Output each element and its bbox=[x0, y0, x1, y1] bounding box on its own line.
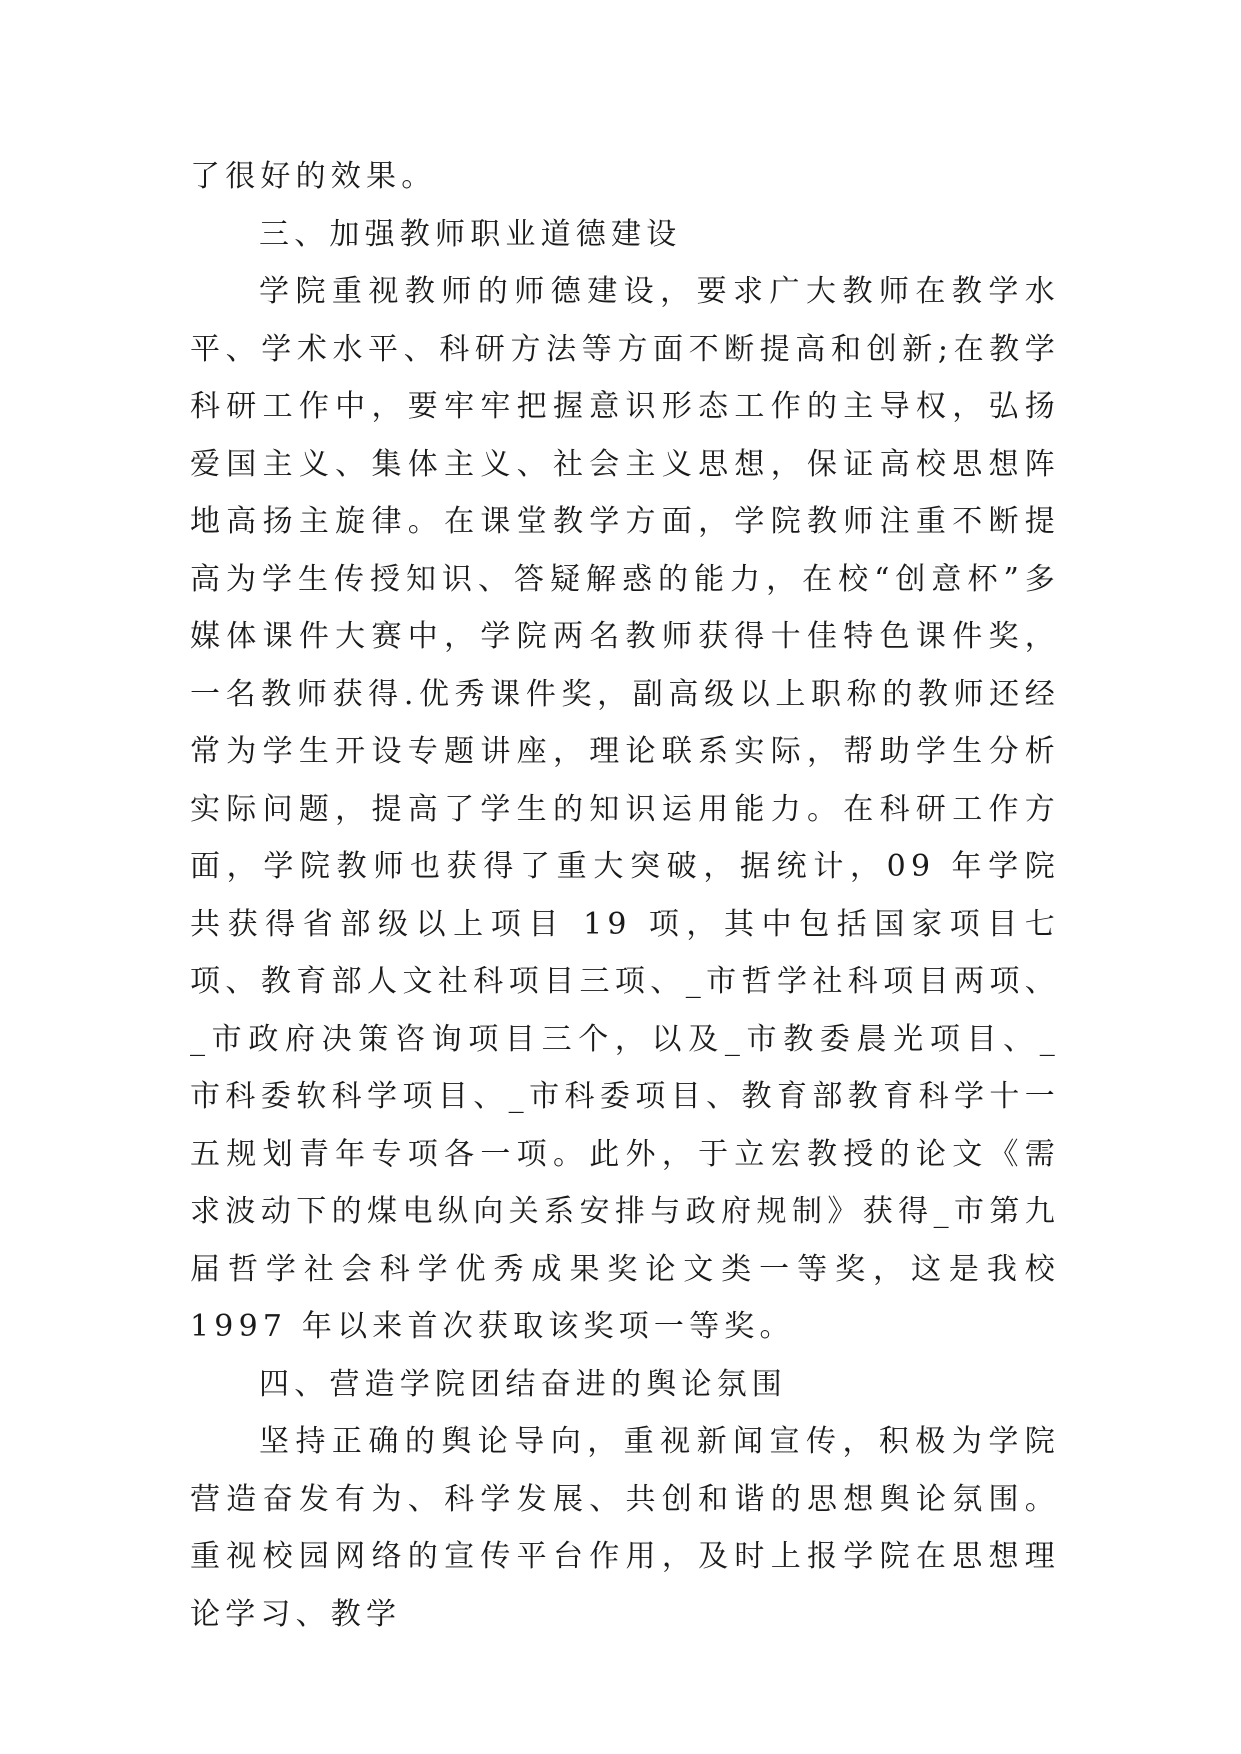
paragraph-public-opinion: 坚持正确的舆论导向，重视新闻宣传，积极为学院营造奋发有为、科学发展、共创和谐的思想舆论氛围。重视校园网络的宣传平台作用，及时上报学院在思想理论学习、教学 bbox=[190, 1424, 1060, 1632]
document-body bbox=[190, 148, 1060, 1643]
paragraph-continuation: 了很好的效果。 bbox=[190, 159, 437, 194]
section-heading-3: 三、加强教师职业道德建设 bbox=[259, 216, 682, 252]
section-heading-4: 四、营造学院团结奋进的舆论氛围 bbox=[259, 1366, 787, 1402]
paragraph-teacher-ethics: 学院重视教师的师德建设，要求广大教师在教学水平、学术水平、科研方法等方面不断提高和创新;在教学科研工作中，要牢牢把握意识形态工作的主导权，弘扬爱国主义、集体主义、社会主义思想，保证高校思想阵地高扬主旋律。在课堂教学方面，学院教师注重不断提高为学生传授知识、答疑解惑的能力，在校“创意杯”多媒体课件大赛中，学院两名教师获得十佳特色课件奖，一名教师获得.优秀课件奖，副高级以上职称的教师还经常为学生开设专题讲座，理论联系实际，帮助学生分析实际问题，提高了学生的知识运用能力。在科研工作方面，学院教师也获得了重大突破，据统计，09 年学院共获得省部级以上项目 19 项，其中包括国家项目七项、教育部人文社科项目三项、_市哲学社科项目两项、_市政府决策咨询项目三个，以及_市教委晨光项目、_市科委软科学项目、_市科委项目、教育部教育科学十一五规划青年专项各一项。此外，于立宏教授的论文《需求波动下的煤电纵向关系安排与政府规制》获得_市第九届哲学社会科学优秀成果奖论文类一等奖，这是我校 1997 年以来首次获取该奖项一等奖。 bbox=[190, 274, 1060, 1344]
